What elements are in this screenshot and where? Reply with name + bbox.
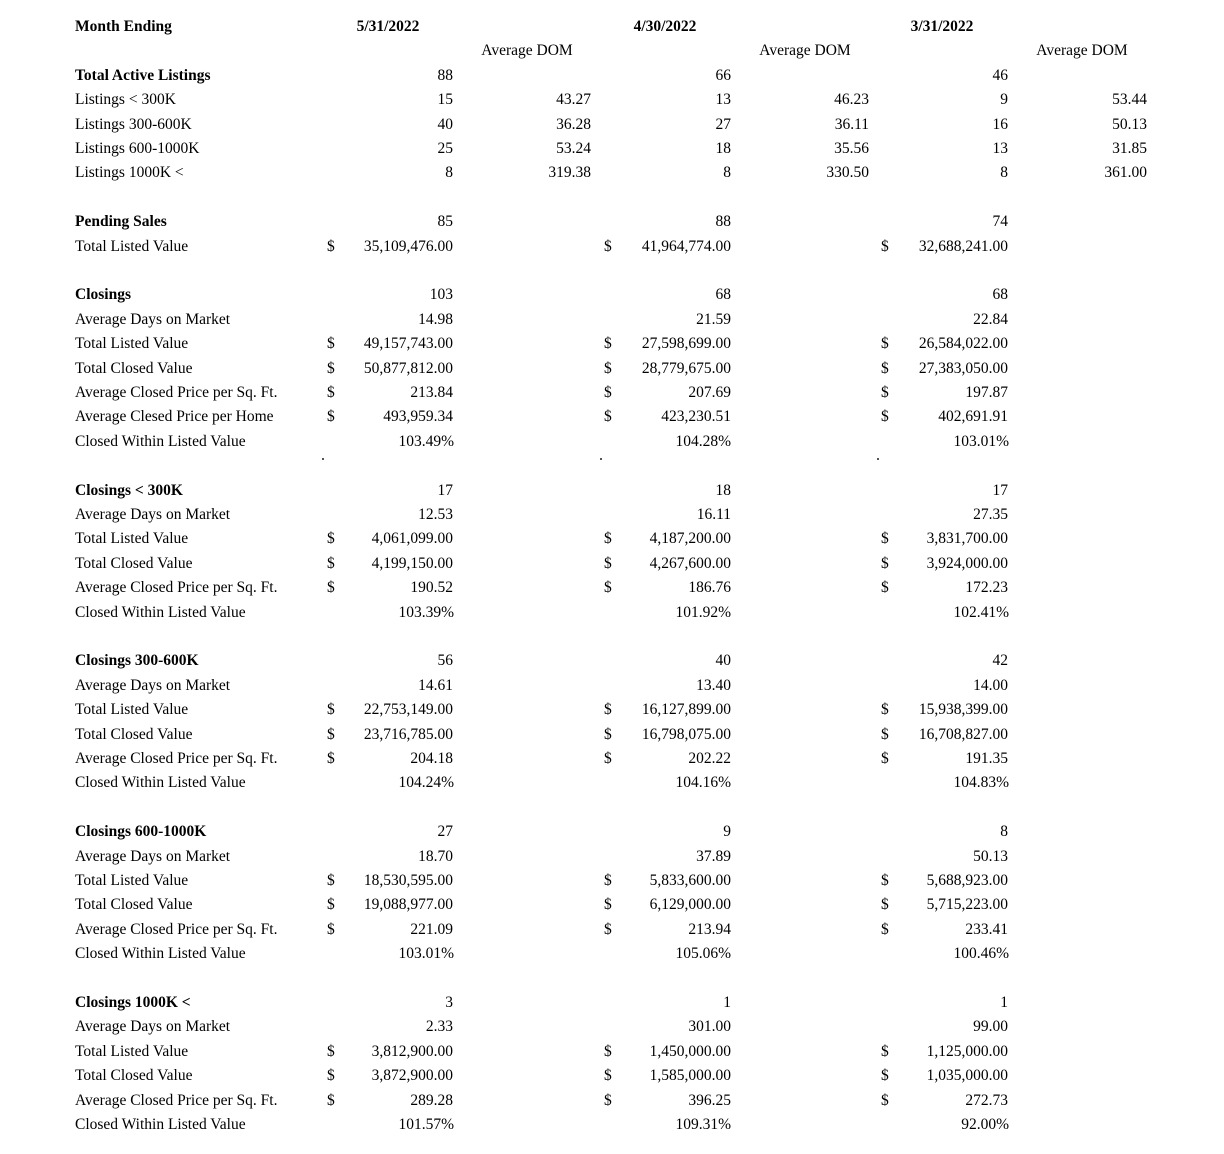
value-cell: 27,383,050.00 <box>918 359 1008 377</box>
value-cell: 8 <box>723 164 731 182</box>
value-cell: 190.52 <box>410 579 453 597</box>
value-cell: 18.70 <box>418 847 453 865</box>
table-row <box>0 674 1224 698</box>
average-dom-cell: 36.28 <box>556 115 591 133</box>
value-cell: 105.06% <box>675 945 731 963</box>
value-cell: 16.11 <box>696 506 731 523</box>
value-cell: 213.94 <box>688 920 731 938</box>
dollar-sign: $ <box>881 408 889 426</box>
value-cell: 6,129,000.00 <box>649 896 731 914</box>
dollar-sign: $ <box>327 872 335 889</box>
dollar-sign: $ <box>881 359 889 377</box>
value-cell: 3,872,900.00 <box>371 1067 453 1085</box>
row-label: Closed Within Listed Value <box>75 945 246 963</box>
value-cell: 13 <box>715 91 731 109</box>
value-cell: 493,959.34 <box>383 408 453 426</box>
value-cell: 22.84 <box>973 310 1008 328</box>
table-row <box>0 405 1224 429</box>
row-label: Closed Within Listed Value <box>75 603 246 621</box>
value-cell: 27.35 <box>973 506 1008 523</box>
dollar-sign: $ <box>604 872 612 889</box>
dollar-sign: $ <box>881 384 889 401</box>
table-row <box>0 552 1224 576</box>
average-dom-header: Average DOM <box>481 42 573 60</box>
value-cell: 68 <box>715 286 731 304</box>
value-cell: 103.01% <box>953 432 1009 450</box>
value-cell: 3,831,700.00 <box>926 530 1008 548</box>
value-cell: 272.73 <box>965 1091 1008 1109</box>
section-title: Total Active Listings <box>75 66 211 84</box>
average-dom-header: Average DOM <box>759 42 851 60</box>
value-cell: 221.09 <box>410 920 453 938</box>
table-row <box>0 601 1224 625</box>
row-label: Listings 600-1000K <box>75 140 200 157</box>
dollar-sign: $ <box>881 1042 889 1060</box>
table-row <box>0 991 1224 1015</box>
value-cell: 8 <box>1000 823 1008 841</box>
value-cell: 289.28 <box>410 1091 453 1109</box>
value-cell: 104.83% <box>953 774 1009 792</box>
value-cell: 197.87 <box>965 384 1008 401</box>
table-row <box>0 723 1224 747</box>
value-cell: 2.33 <box>425 1018 453 1036</box>
value-cell: 32,688,241.00 <box>918 237 1008 255</box>
value-cell: 66 <box>715 66 731 84</box>
value-cell: 8 <box>445 164 453 182</box>
row-label: Average Days on Market <box>75 506 231 523</box>
row-label: Listings 1000K < <box>75 164 184 182</box>
dollar-sign: $ <box>881 725 889 743</box>
dollar-sign: $ <box>327 554 335 572</box>
dollar-sign: $ <box>881 530 889 548</box>
section-title: Closings 600-1000K <box>75 823 207 841</box>
value-cell: 4,061,099.00 <box>371 530 453 548</box>
dollar-sign: $ <box>881 579 889 597</box>
value-cell: 1,450,000.00 <box>649 1042 731 1060</box>
value-cell: 191.35 <box>965 750 1008 767</box>
row-label: Average Closed Price per Sq. Ft. <box>75 1091 278 1109</box>
value-cell: 68 <box>992 286 1008 304</box>
table-row <box>0 918 1224 942</box>
value-cell: 101.92% <box>675 603 731 621</box>
value-cell: 16,798,075.00 <box>641 725 731 743</box>
value-cell: 3,812,900.00 <box>371 1042 453 1060</box>
value-cell: 396.25 <box>688 1091 731 1109</box>
separator-mark <box>600 458 602 460</box>
dollar-sign: $ <box>604 750 612 767</box>
value-cell: 46 <box>992 66 1008 84</box>
dollar-sign: $ <box>881 920 889 938</box>
table-row <box>0 942 1224 966</box>
table-row <box>0 869 1224 893</box>
value-cell: 14.98 <box>418 310 453 328</box>
value-cell: 92.00% <box>961 1116 1009 1133</box>
dollar-sign: $ <box>604 384 612 401</box>
value-cell: 18 <box>715 481 731 499</box>
value-cell: 103.49% <box>398 432 454 450</box>
row-label: Closed Within Listed Value <box>75 1116 246 1133</box>
table-row <box>0 527 1224 551</box>
value-cell: 99.00 <box>973 1018 1008 1036</box>
dollar-sign: $ <box>604 1067 612 1085</box>
dollar-sign: $ <box>327 750 335 767</box>
value-cell: 207.69 <box>688 384 731 401</box>
header-row <box>0 15 1224 39</box>
value-cell: 4,267,600.00 <box>649 554 731 572</box>
average-dom-cell: 361.00 <box>1104 164 1147 182</box>
dollar-sign: $ <box>327 701 335 719</box>
dollar-sign: $ <box>327 384 335 401</box>
dollar-sign: $ <box>604 237 612 255</box>
value-cell: 4,187,200.00 <box>649 530 731 548</box>
value-cell: 5,688,923.00 <box>926 872 1008 889</box>
table-row <box>0 308 1224 332</box>
dollar-sign: $ <box>604 359 612 377</box>
dollar-sign: $ <box>327 1067 335 1085</box>
dollar-sign: $ <box>604 554 612 572</box>
average-dom-header: Average DOM <box>1036 42 1128 60</box>
table-row <box>0 1113 1224 1137</box>
average-dom-cell: 35.56 <box>834 140 869 157</box>
value-cell: 40 <box>437 115 453 133</box>
table-row <box>0 88 1224 112</box>
value-cell: 423,230.51 <box>661 408 731 426</box>
month-header: 5/31/2022 <box>356 18 420 35</box>
value-cell: 88 <box>715 213 731 231</box>
row-label: Total Listed Value <box>75 335 189 353</box>
value-cell: 13 <box>992 140 1008 157</box>
dollar-sign: $ <box>327 335 335 353</box>
dollar-sign: $ <box>881 872 889 889</box>
row-label: Average Days on Market <box>75 310 231 328</box>
value-cell: 233.41 <box>965 920 1008 938</box>
dollar-sign: $ <box>604 335 612 353</box>
dollar-sign: $ <box>604 920 612 938</box>
value-cell: 17 <box>992 481 1008 499</box>
row-label: Total Closed Value <box>75 896 193 914</box>
table-row <box>0 64 1224 88</box>
average-dom-cell: 53.24 <box>556 140 591 157</box>
table-row <box>0 649 1224 673</box>
value-cell: 50.13 <box>973 847 1008 865</box>
value-cell: 104.24% <box>398 774 454 792</box>
value-cell: 186.76 <box>688 579 731 597</box>
row-label: Average Closed Price per Sq. Ft. <box>75 920 278 938</box>
row-label: Total Closed Value <box>75 1067 193 1085</box>
value-cell: 15 <box>437 91 453 109</box>
value-cell: 12.53 <box>418 506 453 523</box>
dollar-sign: $ <box>327 530 335 548</box>
table-row <box>0 893 1224 917</box>
value-cell: 41,964,774.00 <box>641 237 731 255</box>
table-row <box>0 1089 1224 1113</box>
value-cell: 109.31% <box>675 1116 731 1133</box>
row-label: Average Closed Price per Sq. Ft. <box>75 384 278 401</box>
value-cell: 15,938,399.00 <box>918 701 1008 719</box>
dollar-sign: $ <box>881 896 889 914</box>
section-title: Closings <box>75 286 131 304</box>
value-cell: 1 <box>1000 994 1008 1011</box>
value-cell: 37.89 <box>696 847 731 865</box>
value-cell: 85 <box>437 213 453 231</box>
value-cell: 74 <box>992 213 1008 231</box>
value-cell: 301.00 <box>688 1018 731 1036</box>
value-cell: 104.28% <box>675 432 731 450</box>
table-row <box>0 357 1224 381</box>
dom-header-row <box>0 39 1224 63</box>
section-title: Pending Sales <box>75 213 167 231</box>
value-cell: 26,584,022.00 <box>918 335 1008 353</box>
value-cell: 202.22 <box>688 750 731 767</box>
row-label: Average Days on Market <box>75 1018 231 1036</box>
section-title: Closings 1000K < <box>75 994 191 1011</box>
row-label: Average Closed Price per Sq. Ft. <box>75 750 278 767</box>
dollar-sign: $ <box>881 1091 889 1109</box>
average-dom-cell: 50.13 <box>1112 115 1147 133</box>
value-cell: 23,716,785.00 <box>363 725 453 743</box>
dollar-sign: $ <box>604 408 612 426</box>
value-cell: 3,924,000.00 <box>926 554 1008 572</box>
table-row <box>0 479 1224 503</box>
value-cell: 21.59 <box>696 310 731 328</box>
value-cell: 3 <box>445 994 453 1011</box>
dollar-sign: $ <box>604 1091 612 1109</box>
value-cell: 27,598,699.00 <box>641 335 731 353</box>
dollar-sign: $ <box>327 920 335 938</box>
dollar-sign: $ <box>604 530 612 548</box>
table-row <box>0 161 1224 185</box>
dollar-sign: $ <box>604 1042 612 1060</box>
table-row <box>0 1015 1224 1039</box>
section-title: Closings 300-600K <box>75 652 199 670</box>
value-cell: 18,530,595.00 <box>363 872 453 889</box>
table-row <box>0 332 1224 356</box>
table-row <box>0 283 1224 307</box>
dollar-sign: $ <box>327 1042 335 1060</box>
dollar-sign: $ <box>327 237 335 255</box>
value-cell: 5,833,600.00 <box>649 872 731 889</box>
value-cell: 4,199,150.00 <box>371 554 453 572</box>
row-label: Total Listed Value <box>75 1042 189 1060</box>
value-cell: 35,109,476.00 <box>363 237 453 255</box>
row-label: Average Days on Market <box>75 676 231 694</box>
row-label: Closed Within Listed Value <box>75 774 246 792</box>
dollar-sign: $ <box>604 896 612 914</box>
row-label: Listings 300-600K <box>75 115 192 133</box>
dollar-sign: $ <box>881 1067 889 1085</box>
value-cell: 102.41% <box>953 603 1009 621</box>
value-cell: 1,585,000.00 <box>649 1067 731 1085</box>
separator-mark <box>322 458 324 460</box>
average-dom-cell: 46.23 <box>834 91 869 109</box>
average-dom-cell: 53.44 <box>1112 91 1147 109</box>
value-cell: 204.18 <box>410 750 453 767</box>
value-cell: 103.01% <box>398 945 454 963</box>
row-label: Total Listed Value <box>75 237 189 255</box>
row-label: Closed Within Listed Value <box>75 432 246 450</box>
table-row <box>0 503 1224 527</box>
value-cell: 88 <box>437 66 453 84</box>
value-cell: 40 <box>715 652 731 670</box>
separator-mark <box>877 458 879 460</box>
table-row <box>0 137 1224 161</box>
average-dom-cell: 330.50 <box>826 164 869 182</box>
value-cell: 19,088,977.00 <box>363 896 453 914</box>
value-cell: 22,753,149.00 <box>363 701 453 719</box>
table-row <box>0 771 1224 795</box>
value-cell: 14.61 <box>418 676 453 694</box>
row-label: Total Closed Value <box>75 359 193 377</box>
value-cell: 28,779,675.00 <box>641 359 731 377</box>
value-cell: 101.57% <box>398 1116 454 1133</box>
value-cell: 13.40 <box>696 676 731 694</box>
value-cell: 100.46% <box>953 945 1009 963</box>
value-cell: 50,877,812.00 <box>363 359 453 377</box>
value-cell: 1,125,000.00 <box>926 1042 1008 1060</box>
value-cell: 25 <box>437 140 453 157</box>
table-row <box>0 820 1224 844</box>
value-cell: 104.16% <box>675 774 731 792</box>
dollar-sign: $ <box>327 725 335 743</box>
value-cell: 16,127,899.00 <box>641 701 731 719</box>
row-label: Average Days on Market <box>75 847 231 865</box>
row-label: Average Clesed Price per Home <box>75 408 274 426</box>
table-row <box>0 430 1224 454</box>
value-cell: 56 <box>437 652 453 670</box>
value-cell: 103.39% <box>398 603 454 621</box>
value-cell: 42 <box>992 652 1008 670</box>
row-label: Total Closed Value <box>75 554 193 572</box>
value-cell: 18 <box>715 140 731 157</box>
table-row <box>0 113 1224 137</box>
dollar-sign: $ <box>604 579 612 597</box>
dollar-sign: $ <box>327 1091 335 1109</box>
value-cell: 27 <box>437 823 453 841</box>
average-dom-cell: 31.85 <box>1112 140 1147 157</box>
average-dom-cell: 319.38 <box>548 164 591 182</box>
row-label: Average Closed Price per Sq. Ft. <box>75 579 278 597</box>
dollar-sign: $ <box>327 579 335 597</box>
value-cell: 213.84 <box>410 384 453 401</box>
value-cell: 5,715,223.00 <box>926 896 1008 914</box>
dollar-sign: $ <box>327 408 335 426</box>
row-label: Listings < 300K <box>75 91 176 109</box>
value-cell: 8 <box>1000 164 1008 182</box>
dollar-sign: $ <box>881 237 889 255</box>
dollar-sign: $ <box>881 701 889 719</box>
dollar-sign: $ <box>881 335 889 353</box>
value-cell: 14.00 <box>973 676 1008 694</box>
row-label: Total Listed Value <box>75 530 189 548</box>
value-cell: 16,708,827.00 <box>918 725 1008 743</box>
value-cell: 9 <box>723 823 731 841</box>
table-row <box>0 845 1224 869</box>
dollar-sign: $ <box>327 896 335 914</box>
dollar-sign: $ <box>604 701 612 719</box>
value-cell: 103 <box>429 286 453 304</box>
table-row <box>0 747 1224 771</box>
value-cell: 27 <box>715 115 731 133</box>
table-row <box>0 698 1224 722</box>
value-cell: 16 <box>992 115 1008 133</box>
average-dom-cell: 36.11 <box>834 115 869 133</box>
value-cell: 17 <box>437 481 453 499</box>
dollar-sign: $ <box>881 750 889 767</box>
row-label: Total Listed Value <box>75 701 189 719</box>
month-header: 4/30/2022 <box>633 18 697 35</box>
value-cell: 9 <box>1000 91 1008 109</box>
section-title: Closings < 300K <box>75 481 183 499</box>
table-row <box>0 381 1224 405</box>
table-row <box>0 1040 1224 1064</box>
table-row <box>0 210 1224 234</box>
value-cell: 49,157,743.00 <box>363 335 453 353</box>
month-header: 3/31/2022 <box>910 18 974 35</box>
row-label: Total Listed Value <box>75 872 189 889</box>
table-row <box>0 235 1224 259</box>
table-row <box>0 1064 1224 1088</box>
dollar-sign: $ <box>881 554 889 572</box>
average-dom-cell: 43.27 <box>556 91 591 109</box>
value-cell: 1 <box>723 994 731 1011</box>
value-cell: 1,035,000.00 <box>926 1067 1008 1085</box>
value-cell: 402,691.91 <box>938 408 1008 426</box>
row-label: Total Closed Value <box>75 725 193 743</box>
month-ending-label: Month Ending <box>75 18 172 35</box>
table-row <box>0 576 1224 600</box>
dollar-sign: $ <box>327 359 335 377</box>
dollar-sign: $ <box>604 725 612 743</box>
value-cell: 172.23 <box>965 579 1008 597</box>
